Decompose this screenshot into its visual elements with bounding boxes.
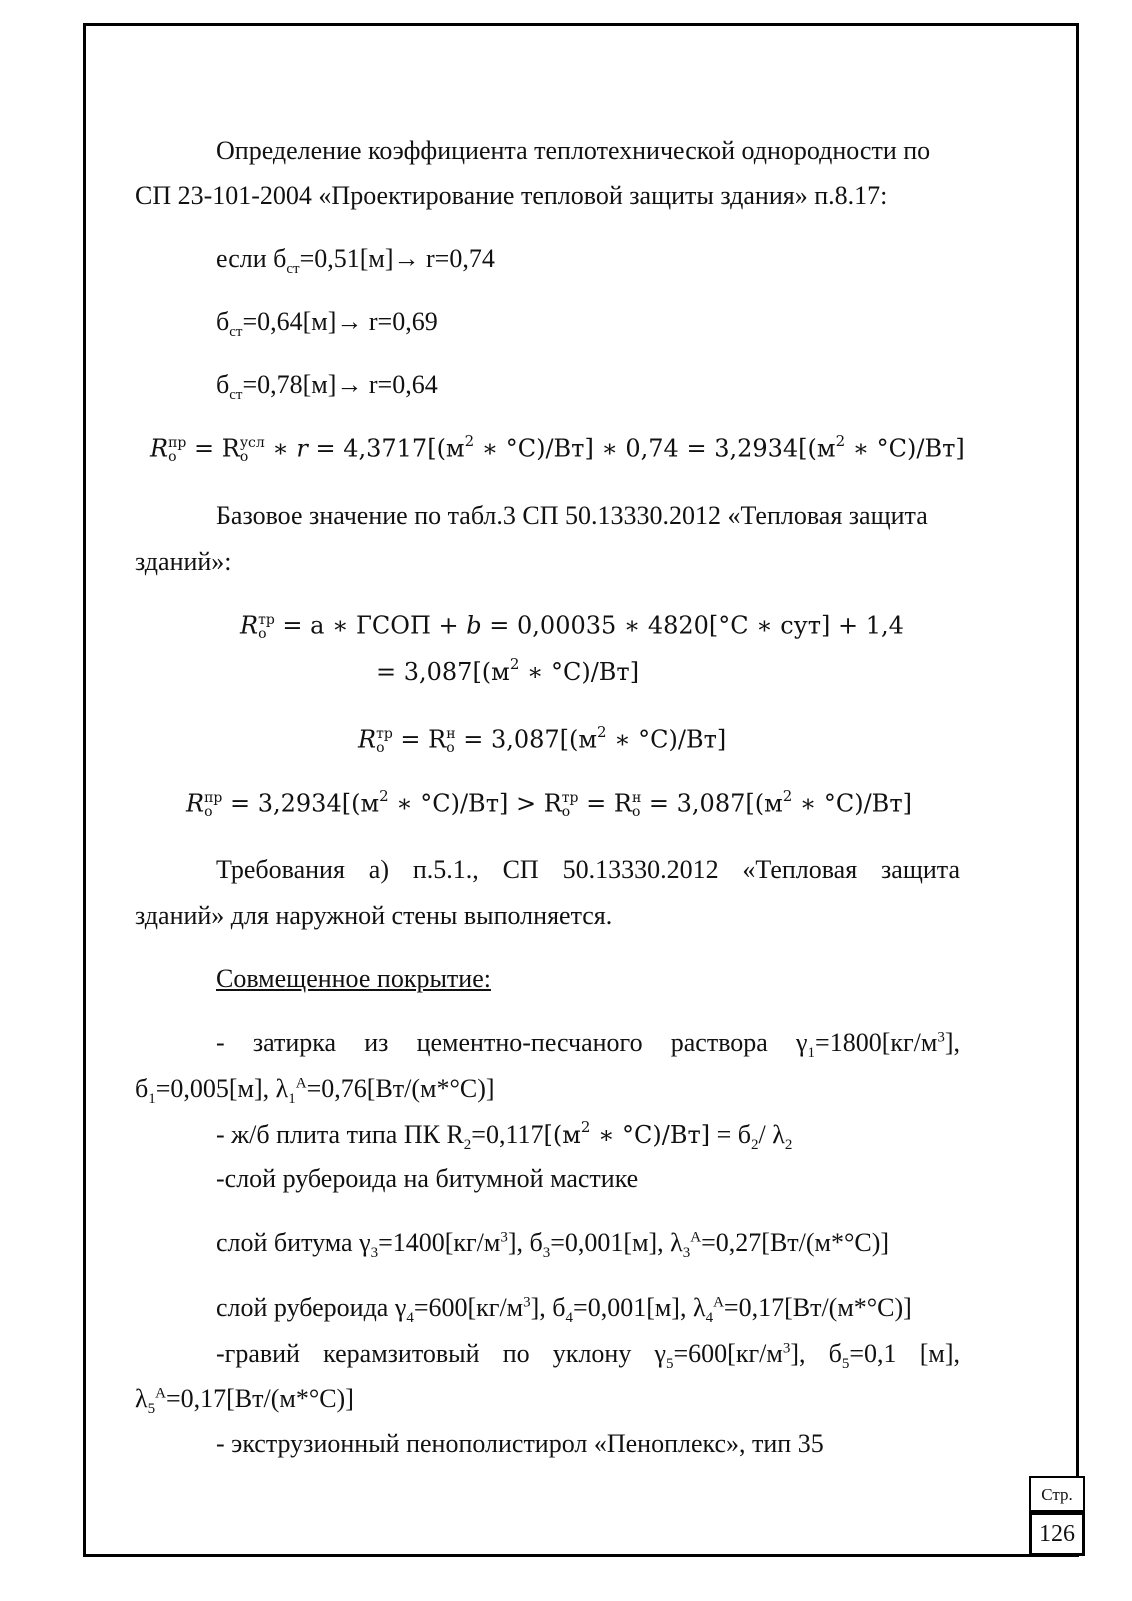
- paragraph-2-line-2: зданий»:: [135, 547, 232, 576]
- section-heading: Совмещенное покрытие:: [216, 964, 491, 993]
- condition-3: $б_{ст}=0,78[м]\to r=0,64$: [216, 370, 438, 404]
- paragraph-3-line-1: Требования а) п.5.1., СП 50.13330.2012 «Тепловая защита: [216, 855, 960, 884]
- equation-r-required-line-2: = $3,087[(м^2$ ∗ °C)/Вт]: [376, 655, 640, 686]
- page-number: 126: [1029, 1512, 1085, 1556]
- equation-r-norm: R тр о = R н о = $3,087[(м^2$ ∗ °C)/Вт]: [358, 722, 727, 756]
- equation-comparison: R пр о = $3,2934[(м^2$ ∗ °C)/Вт] > R тр о = R н о = $3,087[(м^2$ ∗ °C)/Вт]: [186, 786, 912, 820]
- layer-1-line-1: - затирка из цементно-песчаного раствора $\gamma_1=1800[кг/м^3]$,: [216, 1028, 960, 1062]
- layer-1-line-2: $б_1=0,005[м]$, $\lambda_1^А=0,76[Вт/(м*^\circ С)]$: [135, 1074, 495, 1108]
- condition-2: $б_{ст}=0,64[м]\to r=0,69$: [216, 307, 438, 341]
- equation-r-reduced: R пр о = R усл о ∗ $r = 4,3717[(м^2$ ∗ °C)/Вт] ∗ $0,74 = 3,2934[(м^2$ ∗ °C)/Вт]: [150, 431, 965, 465]
- layer-5: - экструзионный пенополистирол «Пеноплекс», тип 35: [216, 1429, 824, 1458]
- paragraph-2-line-1: Базовое значение по табл.3 СП 50.13330.2012 «Тепловая защита: [216, 501, 928, 530]
- condition-1: если $б_{ст}=0,51[м]\to r=0,74$: [216, 244, 495, 278]
- paragraph-3-line-2: зданий» для наружной стены выполняется.: [135, 901, 613, 930]
- paragraph-1-line-2: СП 23-101-2004 «Проектирование тепловой защиты здания» п.8.17:: [135, 181, 888, 210]
- paragraph-1-line-1: Определение коэффициента теплотехнической однородности по: [216, 136, 931, 165]
- layer-3-ruberoid: слой рубероида $\gamma_4=600[кг/м^3]$, $б_4=0,001[м]$, $\lambda_4^А=0,17[Вт/(м*^\circ С)]$: [216, 1293, 912, 1327]
- layer-4-line-1: -гравий керамзитовый по уклону $\gamma_5=600[кг/м^3]$, $б_5=0,1$ [м],: [216, 1339, 961, 1373]
- layer-2: - ж/б плита типа ПК $R_2=0,117[(м^2$ ∗ $^\circ C)/Вт] = б_2/$ $\lambda_2$: [216, 1118, 793, 1154]
- layer-3-bitumen: слой битума $\gamma_3=1400[кг/м^3]$, $б_3=0,001[м]$, $\lambda_3^А=0,27[Вт/(м*^\circ С)]$: [216, 1228, 890, 1262]
- page-stamp-label: Стр.: [1029, 1476, 1085, 1512]
- layer-4-line-2: $\lambda_5^А=0,17[Вт/(м*^\circ С)]$: [135, 1384, 354, 1418]
- equation-r-required-line-1: R тр о = a ∗ ГСОП + b = 0,00035 ∗ 4820[°C ∗ сут] + 1,4: [240, 611, 904, 642]
- layer-3-title: -слой рубероида на битумной мастике: [216, 1164, 639, 1193]
